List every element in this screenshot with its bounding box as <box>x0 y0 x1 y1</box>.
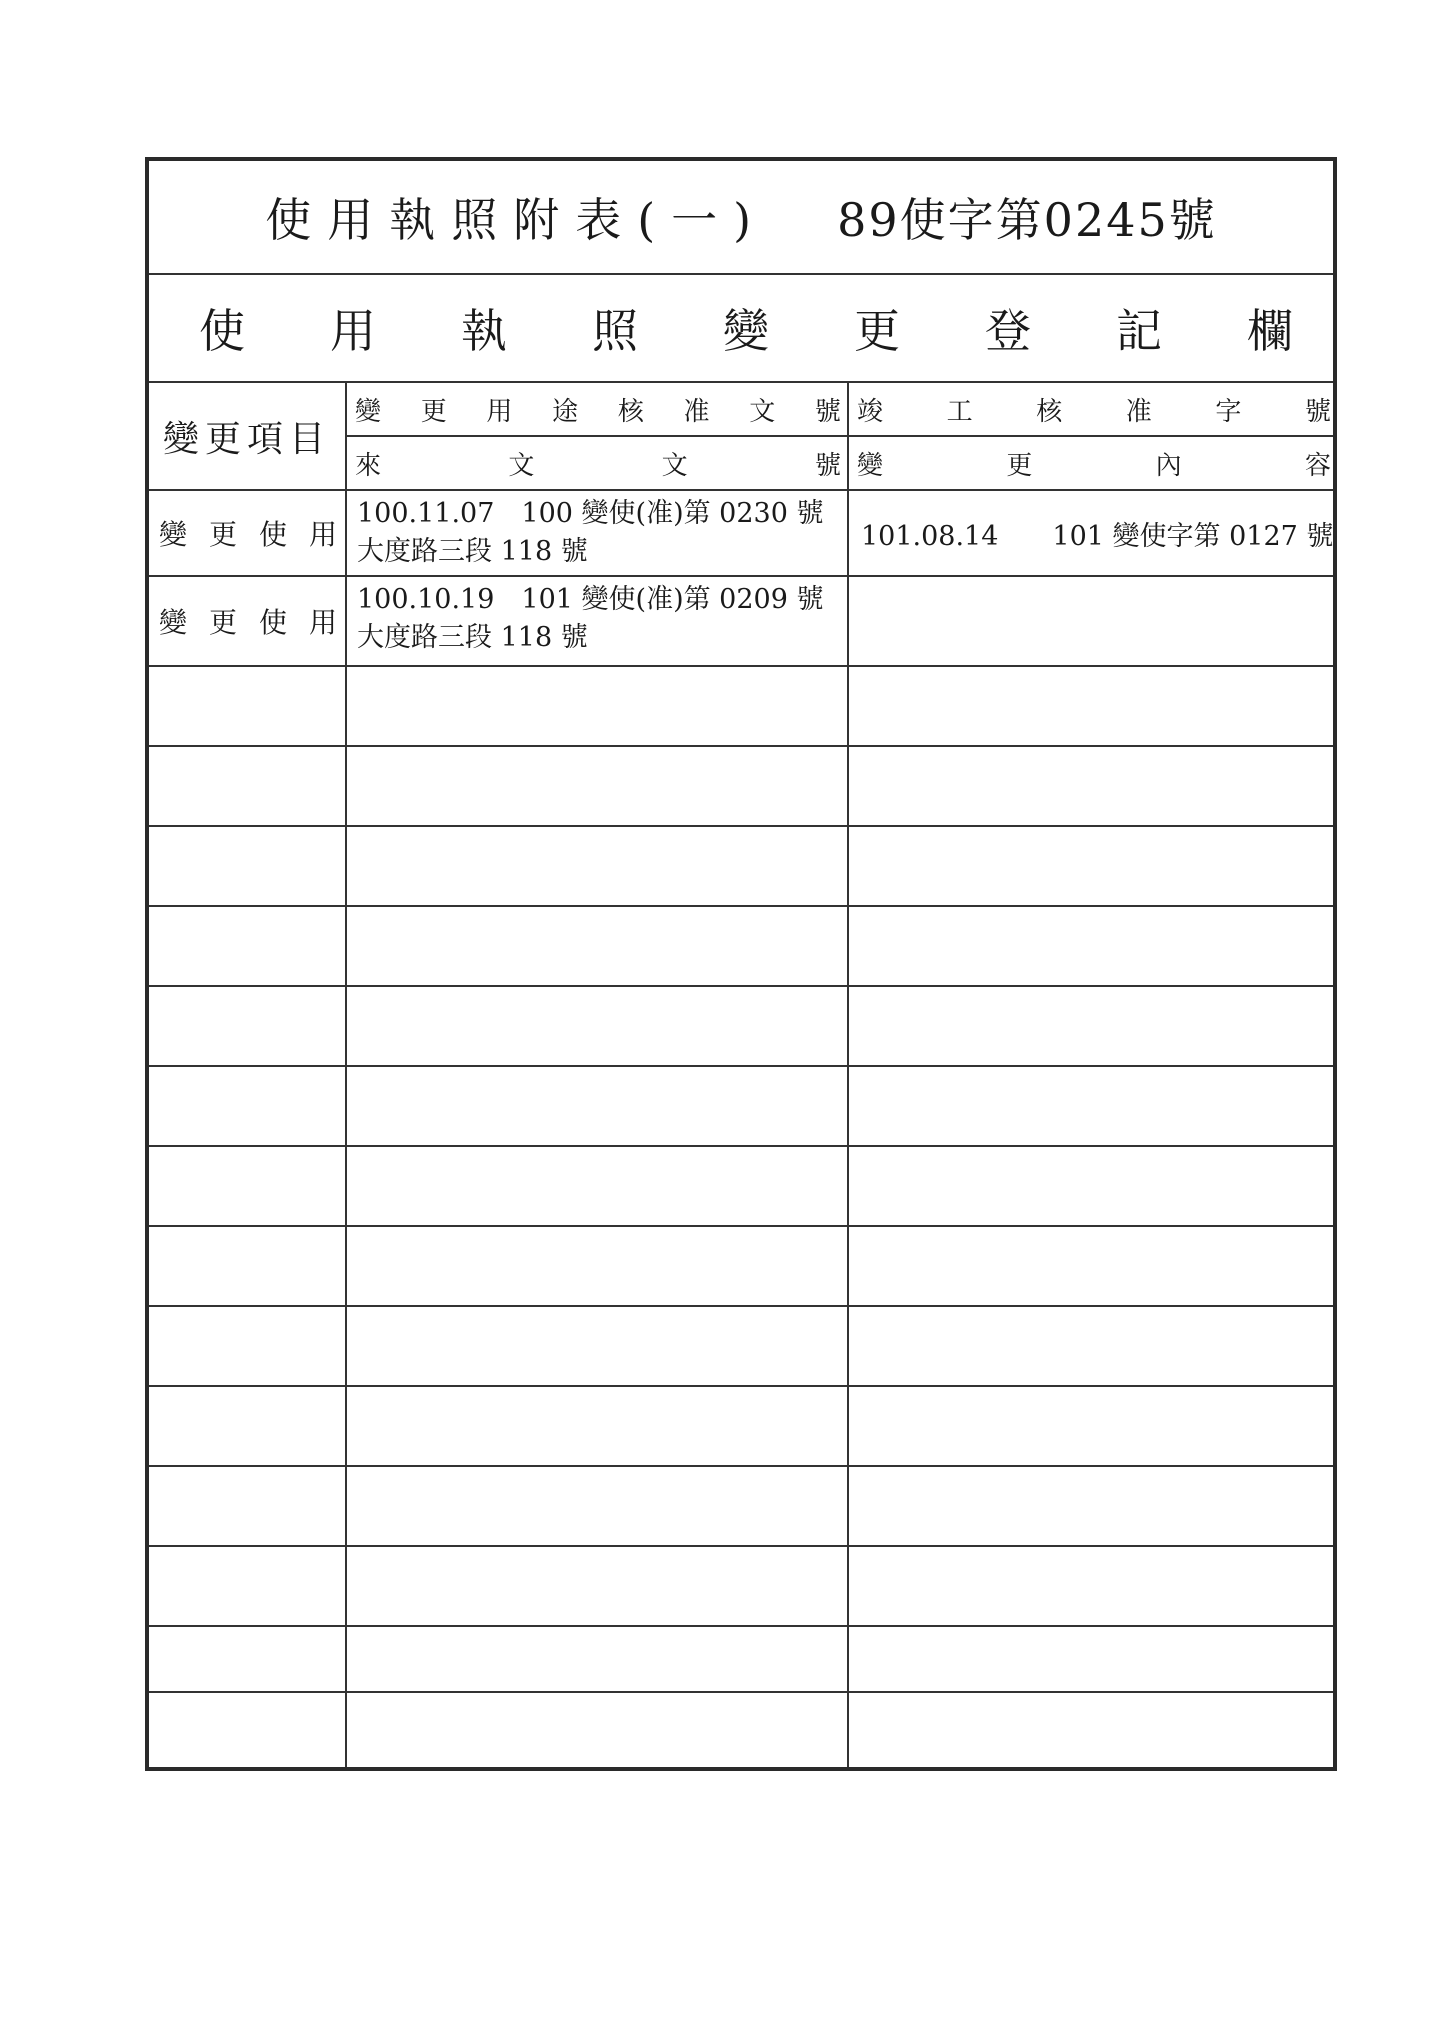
row-2-item: 變 更 使 用 <box>159 606 337 639</box>
row-1-reference <box>347 491 847 575</box>
row-1-item: 變 更 使 用 <box>159 518 337 551</box>
row-2-reference <box>347 577 847 665</box>
license-number: 89使字第0245號 <box>837 193 1217 247</box>
row-1-ref-line2: 大度路三段 118 號 <box>357 536 588 567</box>
header-completion-number: 竣 工 核 准 字 號 <box>857 396 1331 427</box>
form-title <box>149 161 1333 273</box>
form-subtitle: 使 用 執 照 變 更 登 記 欄 <box>199 304 1293 358</box>
header-approval-number: 變 更 用 途 核 准 文 號 <box>355 396 841 427</box>
row-1-ref-line1: 100.11.07 100 變使(准)第 0230 號 <box>357 498 824 529</box>
row-2-completion <box>849 577 1337 665</box>
row-2-ref-line2: 大度路三段 118 號 <box>357 622 588 653</box>
row-1-completion: 101.08.14 101 變使字第 0127 號 <box>861 520 1334 552</box>
header-change-item: 變更項目 <box>162 418 331 460</box>
license-change-form <box>145 157 1337 1771</box>
header-reference-number: 來 文 文 號 <box>355 450 841 481</box>
row-2-ref-line1: 100.10.19 101 變使(准)第 0209 號 <box>357 584 824 615</box>
header-change-content: 變 更 內 容 <box>857 450 1331 481</box>
form-title-name: 使用執照附表(一) <box>265 193 768 247</box>
